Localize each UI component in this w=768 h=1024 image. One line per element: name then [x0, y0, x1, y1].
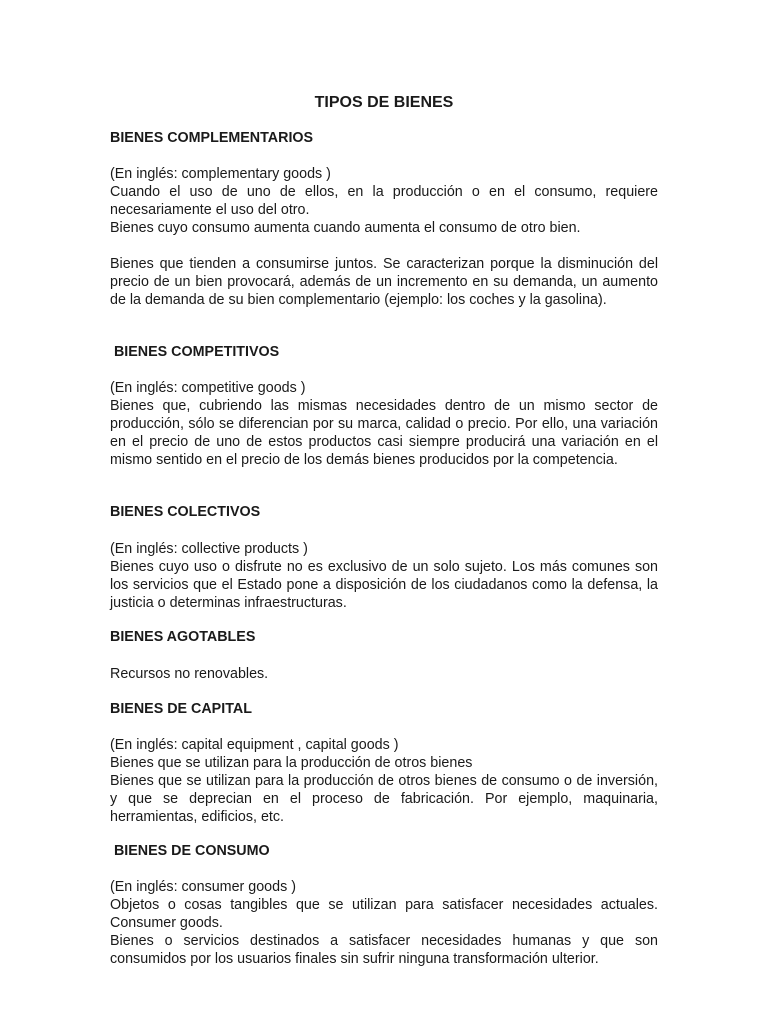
- section-paragraph: [110, 165, 658, 237]
- paragraph-line: Bienes que se utilizan para la producción de otros bienes de consumo o de inversión, y que se deprecian en el proceso de fabricación. Por ejemplo, maquinaria, herramientas, edificios, etc.: [110, 773, 658, 826]
- section-heading-consumo: BIENES DE CONSUMO: [110, 843, 270, 859]
- document-title: TIPOS DE BIENES: [314, 94, 454, 111]
- section-paragraph: [110, 665, 658, 683]
- section-heading-complementarios: BIENES COMPLEMENTARIOS: [110, 130, 314, 146]
- paragraph-line: (En inglés: competitive goods ): [110, 380, 306, 396]
- paragraph-line: (En inglés: consumer goods ): [110, 879, 296, 895]
- section-paragraph: [110, 736, 658, 826]
- section-paragraph: [110, 379, 658, 469]
- paragraph-line: Bienes que tienden a consumirse juntos. Se caracterizan porque la disminución del precio de un bien provocará, además de un incremento en su demanda, un aumento de la demanda de su bien complementario (ejemplo: los coches y la gasolina).: [110, 256, 658, 309]
- section-paragraph: [110, 540, 658, 612]
- paragraph-line: Recursos no renovables.: [110, 666, 269, 682]
- paragraph-line: Bienes o servicios destinados a satisfacer necesidades humanas y que son consumidos por los usuarios finales sin sufrir ninguna transformación ulterior.: [110, 933, 658, 968]
- paragraph-line: Bienes cuyo consumo aumenta cuando aumenta el consumo de otro bien.: [110, 220, 581, 237]
- paragraph-line: Bienes cuyo uso o disfrute no es exclusivo de un solo sujeto. Los más comunes son los servicios que el Estado pone a disposición de los ciudadanos como la defensa, la justicia o determinas infraestructuras.: [110, 559, 658, 612]
- section-heading-agotables: BIENES AGOTABLES: [110, 629, 256, 645]
- paragraph-line: (En inglés: complementary goods ): [110, 166, 331, 182]
- paragraph-line: (En inglés: capital equipment , capital goods ): [110, 737, 399, 753]
- paragraph-line: Bienes que se utilizan para la producción de otros bienes: [110, 755, 473, 772]
- section-heading-capital: BIENES DE CAPITAL: [110, 701, 252, 717]
- section-heading-competitivos: BIENES COMPETITIVOS: [110, 344, 280, 360]
- paragraph-line: (En inglés: collective products ): [110, 541, 308, 557]
- paragraph-line: Bienes que, cubriendo las mismas necesidades dentro de un mismo sector de producción, sólo se diferencian por su marca, calidad o precio. Por ello, una variación en el precio de uno de estos productos casi siempre producirá una variación en el mismo sentido en el precio de los demás bienes producidos por la competencia.: [110, 398, 658, 469]
- paragraph-line: Objetos o cosas tangibles que se utilizan para satisfacer necesidades actuales. Consumer goods.: [110, 897, 658, 932]
- section-paragraph: [110, 878, 658, 968]
- paragraph-line: Cuando el uso de uno de ellos, en la producción o en el consumo, requiere necesariamente el uso del otro.: [110, 184, 658, 219]
- document-page: [110, 0, 658, 1024]
- section-heading-colectivos: BIENES COLECTIVOS: [110, 504, 261, 520]
- section-paragraph: [110, 255, 658, 309]
